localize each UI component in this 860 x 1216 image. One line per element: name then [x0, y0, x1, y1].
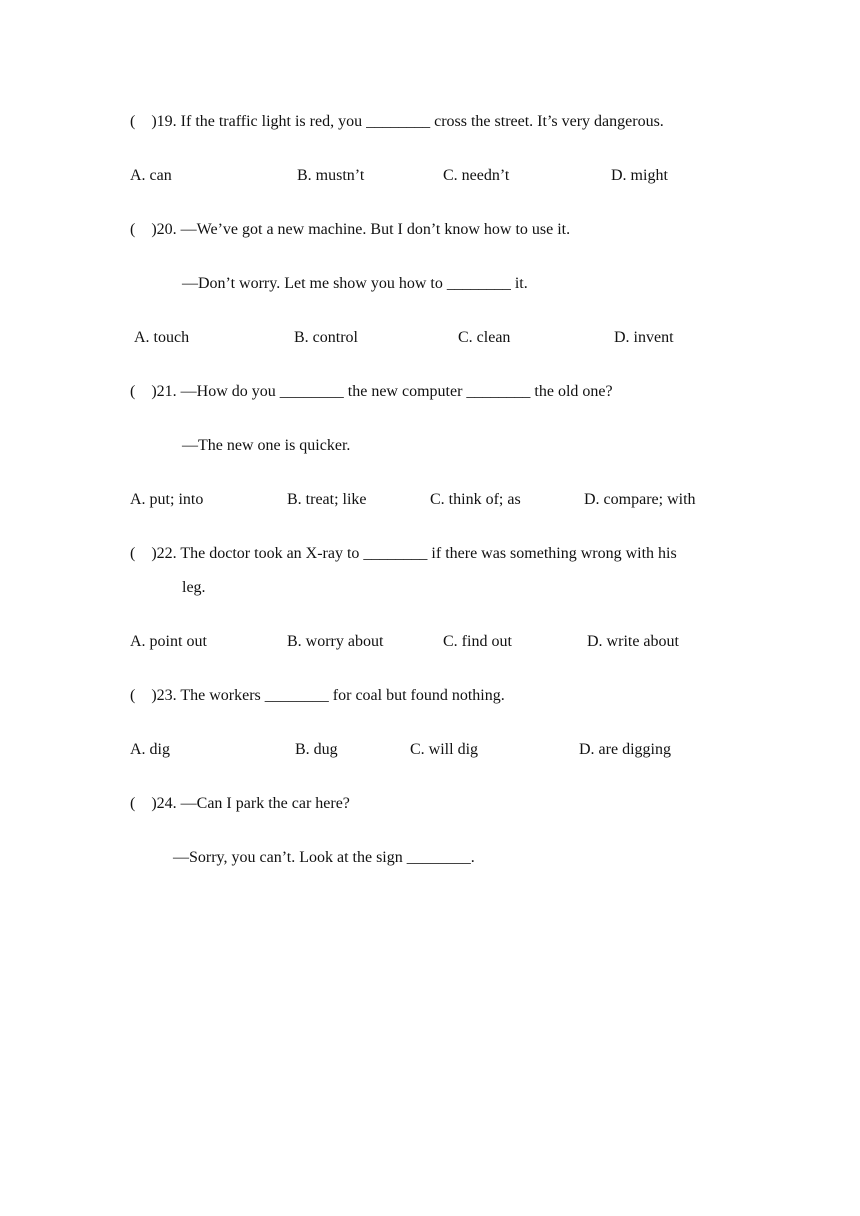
question-22-option-c: C. find out	[443, 633, 512, 650]
question-23-option-a: A. dig	[130, 741, 170, 758]
question-21-reply: —The new one is quicker.	[182, 437, 351, 454]
question-22-option-d: D. write about	[587, 633, 679, 650]
question-24-stem: ( )24. —Can I park the car here?	[130, 795, 350, 812]
question-19-option-c: C. needn’t	[443, 167, 510, 184]
question-22-option-b: B. worry about	[287, 633, 384, 650]
question-21-option-a: A. put; into	[130, 491, 204, 508]
question-20-option-c: C. clean	[458, 329, 511, 346]
question-23-option-d: D. are digging	[579, 741, 671, 758]
question-22-stem: ( )22. The doctor took an X-ray to ________ if there was something wrong with his	[130, 545, 677, 562]
question-22-continuation: leg.	[182, 579, 206, 596]
question-20-option-b: B. control	[294, 329, 358, 346]
question-20-stem: ( )20. —We’ve got a new machine. But I don’t know how to use it.	[130, 221, 571, 238]
question-20-option-d: D. invent	[614, 329, 674, 346]
question-20-option-a: A. touch	[134, 329, 190, 346]
question-21-option-b: B. treat; like	[287, 491, 367, 508]
question-24-reply: —Sorry, you can’t. Look at the sign ________.	[173, 849, 475, 866]
question-20-reply: —Don’t worry. Let me show you how to ________ it.	[182, 275, 528, 292]
question-19-stem: ( )19. If the traffic light is red, you ________ cross the street. It’s very dangerous.	[130, 113, 664, 130]
question-23-stem: ( )23. The workers ________ for coal but found nothing.	[130, 687, 505, 704]
question-21-option-d: D. compare; with	[584, 491, 696, 508]
question-19-option-b: B. mustn’t	[297, 167, 365, 184]
question-23-option-c: C. will dig	[410, 741, 479, 758]
question-23-option-b: B. dug	[295, 741, 338, 758]
question-19-option-d: D. might	[611, 167, 668, 184]
question-21-stem: ( )21. —How do you ________ the new computer ________ the old one?	[130, 383, 613, 400]
question-19-option-a: A. can	[130, 167, 172, 184]
question-21-option-c: C. think of; as	[430, 491, 521, 508]
question-22-option-a: A. point out	[130, 633, 207, 650]
